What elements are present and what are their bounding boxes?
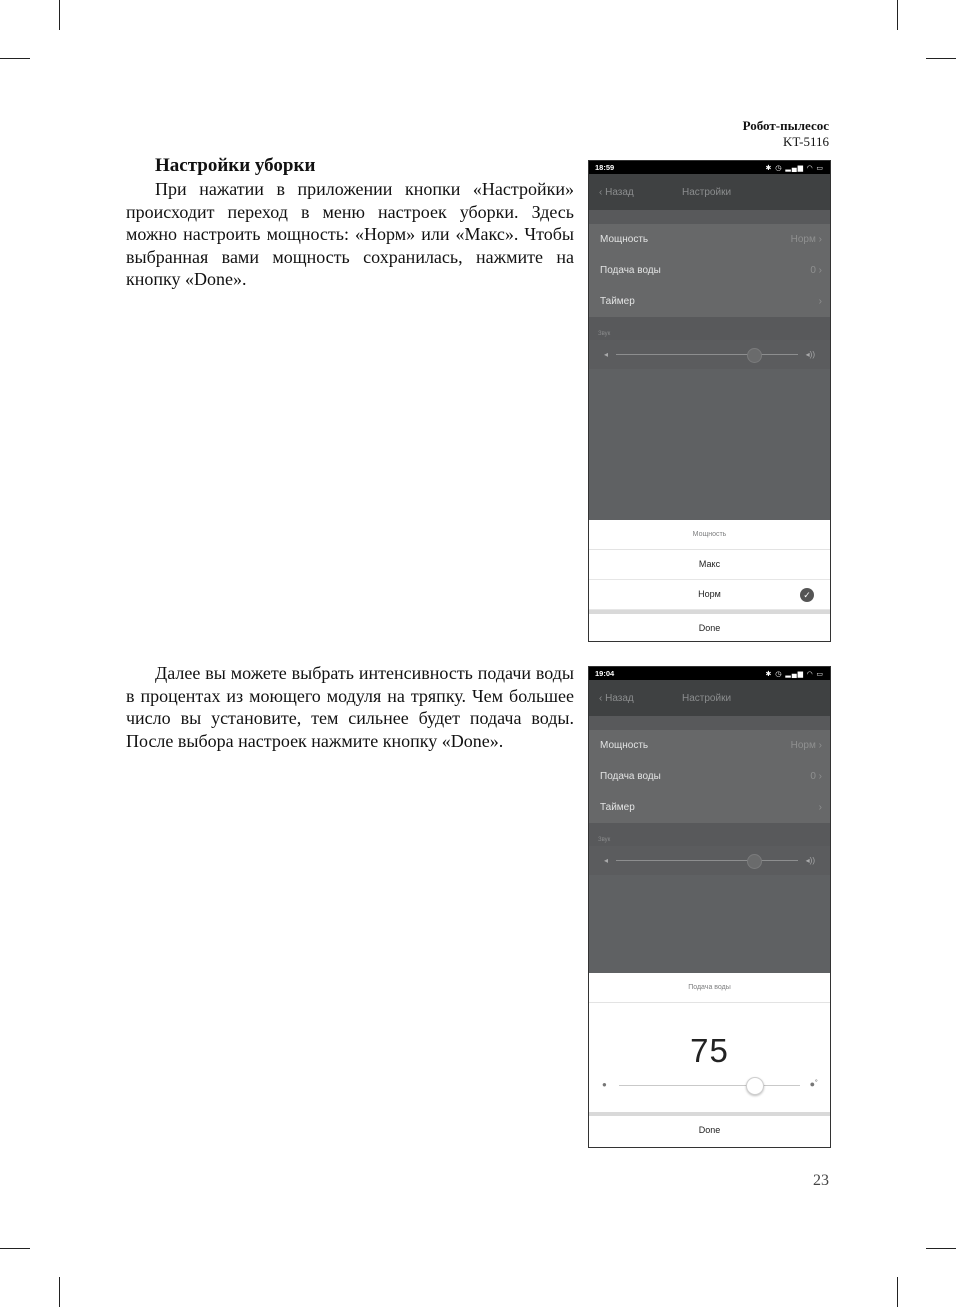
back-label: Назад (605, 186, 634, 198)
sheet-title: Мощность (589, 520, 830, 550)
water-drops-icon: ●˚ (809, 1079, 818, 1089)
battery-icon: ▭ (816, 164, 824, 172)
speaker-high-icon: ◂)) (805, 350, 815, 359)
wifi-icon: ◠ (807, 670, 814, 678)
signal-icon: ▂▄▆ (785, 670, 805, 678)
crop-mark (926, 58, 956, 59)
spacer (589, 210, 830, 224)
section-title: Настройки уборки (155, 155, 316, 176)
screen-title: Настройки (682, 692, 732, 704)
phone-screenshot-water (588, 666, 831, 1148)
crop-mark (897, 0, 898, 30)
back-button[interactable] (599, 693, 634, 704)
option-max[interactable] (589, 550, 830, 580)
status-bar (589, 667, 830, 680)
signal-icon: ▂▄▆ (785, 164, 805, 172)
chevron-right-icon: › (818, 771, 822, 782)
slider-knob[interactable] (747, 348, 762, 363)
crop-mark (926, 1248, 956, 1249)
alarm-icon: ◷ (775, 670, 783, 678)
setting-row-power[interactable] (589, 224, 830, 255)
water-drop-icon: ● (602, 1080, 607, 1089)
setting-value: Норм (790, 234, 816, 245)
status-icons (765, 164, 824, 172)
chevron-right-icon: › (818, 740, 822, 751)
check-icon: ✓ (800, 588, 814, 602)
sound-label: Звук (589, 837, 830, 846)
setting-row-water[interactable] (589, 761, 830, 792)
screen-title: Настройки (682, 186, 732, 198)
wifi-icon: ◠ (807, 164, 814, 172)
slider-knob[interactable] (746, 1077, 764, 1095)
spacer (589, 823, 830, 837)
option-label: Норм (698, 589, 721, 599)
chevron-right-icon: › (818, 234, 822, 245)
volume-slider[interactable] (589, 340, 830, 369)
setting-row-power[interactable] (589, 730, 830, 761)
setting-row-timer[interactable] (589, 792, 830, 823)
slider-track (619, 1085, 800, 1086)
done-button[interactable]: Done (698, 1125, 721, 1135)
nav-bar (589, 174, 830, 210)
speaker-low-icon: ◂ (604, 856, 609, 865)
phone-screenshot-power (588, 160, 831, 642)
slider-track (616, 860, 798, 861)
sound-label: Звук (589, 331, 830, 340)
setting-label: Мощность (600, 234, 649, 245)
slider-track (616, 354, 798, 355)
bluetooth-icon: ✱ (765, 670, 773, 678)
status-bar (589, 161, 830, 174)
status-time: 18:59 (595, 163, 615, 172)
speaker-low-icon: ◂ (604, 350, 609, 359)
crop-mark (0, 58, 30, 59)
water-value: 75 (690, 1032, 729, 1069)
status-icons (765, 670, 824, 678)
setting-label: Подача воды (600, 771, 661, 782)
setting-value: 0 (810, 771, 816, 782)
crop-mark (59, 1277, 60, 1307)
spacer (589, 716, 830, 730)
option-norm[interactable] (589, 580, 830, 610)
chevron-right-icon: › (818, 265, 822, 276)
water-picker-sheet (589, 973, 830, 1147)
crop-mark (0, 1248, 30, 1249)
bluetooth-icon: ✱ (765, 164, 773, 172)
setting-label: Таймер (600, 296, 635, 307)
back-label: Назад (605, 692, 634, 704)
page-number: 23 (813, 1172, 829, 1189)
header-model: KT-5116 (783, 134, 829, 149)
speaker-high-icon: ◂)) (805, 856, 815, 865)
setting-value: Норм (790, 740, 816, 751)
power-picker-sheet (589, 520, 830, 641)
setting-label: Мощность (600, 740, 649, 751)
done-button[interactable]: Done (698, 623, 721, 633)
volume-slider[interactable] (589, 846, 830, 875)
setting-row-water[interactable] (589, 255, 830, 286)
crop-mark (897, 1277, 898, 1307)
alarm-icon: ◷ (775, 164, 783, 172)
setting-label: Таймер (600, 802, 635, 813)
crop-mark (59, 0, 60, 30)
chevron-right-icon: › (818, 296, 822, 307)
chevron-right-icon: › (818, 802, 822, 813)
spacer (589, 317, 830, 331)
header-product: Робот-пылесос (742, 118, 829, 133)
setting-label: Подача воды (600, 265, 661, 276)
option-label: Макс (698, 559, 721, 569)
sheet-title: Подача воды (589, 973, 830, 1003)
battery-icon: ▭ (816, 670, 824, 678)
slider-knob[interactable] (747, 854, 762, 869)
back-chevron-icon: ‹ (599, 186, 606, 198)
paragraph-water: Далее вы можете выбрать интенсивность подачи воды в процентах из моющего модуля на тряпку. Чем большее число вы установите, тем сильнее будет подача воды. После выбора настроек нажмите кнопку «Done». (126, 663, 574, 751)
paragraph-power: При нажатии в приложении кнопки «Настройки» происходит переход в меню настроек уборки. Здесь можно настроить мощность: «Норм» или «Макс». Чтобы выбранная вами мощность сохранилась, нажмите на кнопку «Done». (126, 179, 574, 289)
back-button[interactable] (599, 187, 634, 198)
back-chevron-icon: ‹ (599, 692, 606, 704)
nav-bar (589, 680, 830, 716)
status-time: 19:04 (595, 669, 615, 678)
setting-value: 0 (810, 265, 816, 276)
water-slider[interactable] (589, 1070, 830, 1100)
setting-row-timer[interactable] (589, 286, 830, 317)
